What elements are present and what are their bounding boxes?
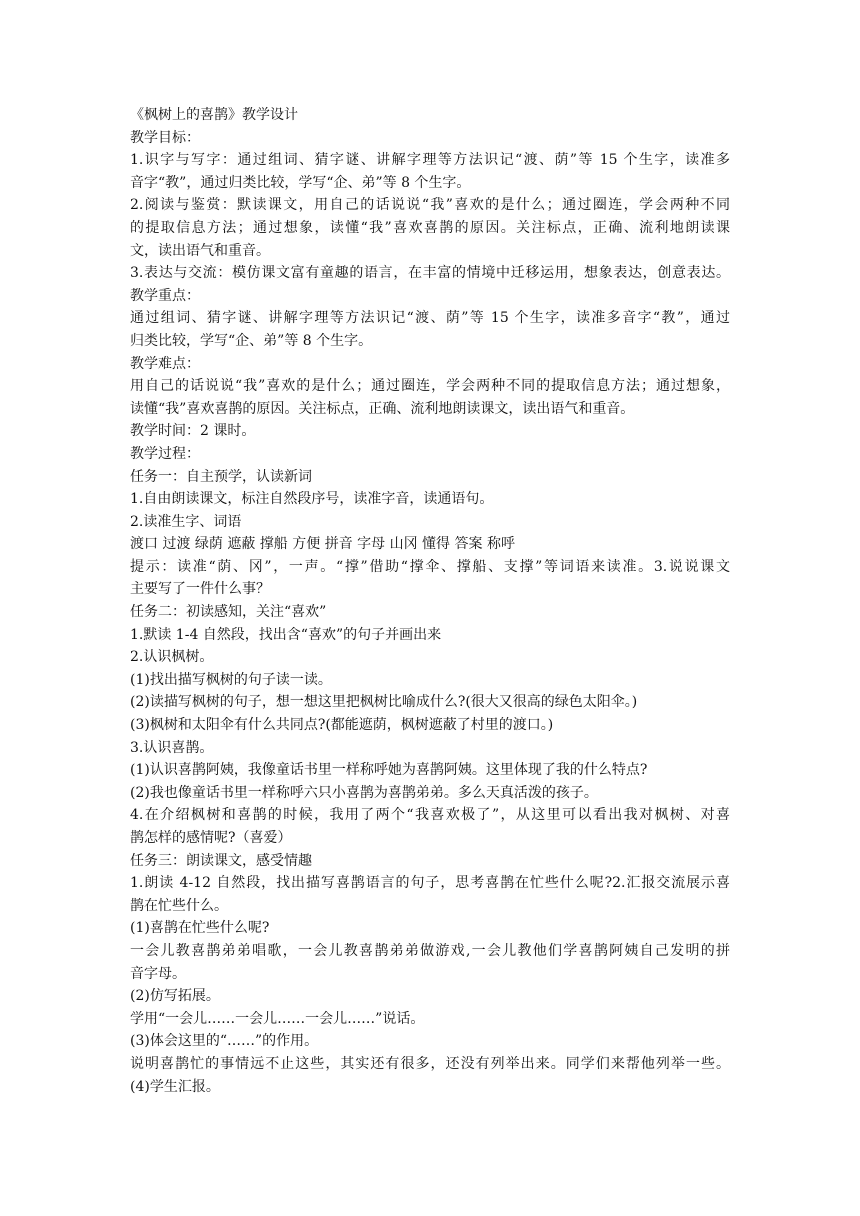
section-heading-goals: 教学目标： <box>130 129 200 146</box>
paragraph-line: 1.识字与写字：通过组词、猜字谜、讲解字理等方法识记“渡、荫”等 15 个生字，读准多 <box>130 152 730 169</box>
paragraph-line: 2.认识枫树。 <box>130 649 214 666</box>
paragraph-line: 主要写了一件什么事？ <box>130 581 270 598</box>
paragraph-line: 一会儿教喜鹊弟弟唱歌，一会儿教喜鹊弟弟做游戏,一会儿教他们学喜鹊阿姨自己发明的拼 <box>130 942 730 959</box>
paragraph-line: (2)读描写枫树的句子，想一想这里把枫树比喻成什么?(很大又很高的绿色太阳伞。) <box>130 694 638 711</box>
task-heading: 任务三：朗读课文，感受情趣 <box>130 852 312 869</box>
paragraph-line: 的提取信息方法；通过想象，读懂“我”喜欢喜鹊的原因。关注标点，正确、流利地朗读课 <box>130 219 730 236</box>
section-heading-key-points: 教学重点： <box>130 287 200 304</box>
paragraph-line: 1.自由朗读课文，标注自然段序号，读准字音，读通语句。 <box>130 491 494 508</box>
paragraph-line: (1)认识喜鹊阿姨，我像童话书里一样称呼她为喜鹊阿姨。这里体现了我的什么特点? <box>130 762 648 779</box>
paragraph-line: (2)仿写拓展。 <box>130 988 220 1005</box>
paragraph-line: 音字“教”，通过归类比较，学写“企、弟”等 8 个生字。 <box>130 174 471 191</box>
paragraph-line: (1)找出描写枫树的句子读一读。 <box>130 671 332 688</box>
paragraph-line: (1)喜鹊在忙些什么呢? <box>130 920 270 937</box>
paragraph-line: 3.认识喜鹊。 <box>130 739 214 756</box>
paragraph-line: 通过组词、猜字谜、讲解字理等方法识记“渡、荫”等 15 个生字，读准多音字“教”，通过 <box>130 310 730 327</box>
paragraph-line: 归类比较，学写“企、弟”等 8 个生字。 <box>130 332 373 349</box>
paragraph-line: (3)体会这里的“……”的作用。 <box>130 1033 319 1050</box>
paragraph-line: 文，读出语气和重音。 <box>130 242 270 259</box>
paragraph-line: 说明喜鹊忙的事情远不止这些，其实还有很多，还没有列举出来。同学们来帮他列举一些。 <box>130 1055 730 1072</box>
paragraph-line: 3.表达与交流：模仿课文富有童趣的语言，在丰富的情境中迁移运用，想象表达，创意表达。 <box>130 265 730 282</box>
paragraph-line: 鹊在忙些什么。 <box>130 897 228 914</box>
document-body <box>130 104 730 1098</box>
paragraph-line: 用自己的话说说“我”喜欢的是什么；通过圈连，学会两种不同的提取信息方法；通过想象， <box>130 378 730 395</box>
paragraph-line: 1.朗读 4-12 自然段，找出描写喜鹊语言的句子，思考喜鹊在忙些什么呢?2.汇报交流展示喜 <box>130 875 730 892</box>
paragraph-line: 2.读准生字、词语 <box>130 513 242 530</box>
paragraph-line: 2.阅读与鉴赏：默读课文，用自己的话说说“我”喜欢的是什么；通过圈连，学会两种不同 <box>130 197 730 214</box>
section-heading-difficulties: 教学难点： <box>130 355 200 372</box>
task-heading: 任务一：自主预学，认读新词 <box>130 468 312 485</box>
paragraph-line: 1.默读 1-4 自然段，找出含“喜欢”的句子并画出来 <box>130 626 442 643</box>
paragraph-line: 4.在介绍枫树和喜鹊的时候，我用了两个“我喜欢极了”，从这里可以看出我对枫树、对喜 <box>130 807 730 824</box>
teaching-time: 教学时间：2 课时。 <box>130 423 256 440</box>
paragraph-line: 鹊怎样的感情呢?（喜爱） <box>130 830 292 846</box>
section-heading-process: 教学过程： <box>130 445 200 462</box>
paragraph-line: (3)枫树和太阳伞有什么共同点?(都能遮荫，枫树遮蔽了村里的渡口。) <box>130 717 554 734</box>
paragraph-line: (4)学生汇报。 <box>130 1078 220 1095</box>
paragraph-line: 音字母。 <box>130 965 186 982</box>
task-heading: 任务二：初读感知，关注“喜欢” <box>130 604 327 621</box>
vocabulary-list: 渡口 过渡 绿荫 遮蔽 撑船 方便 拼音 字母 山冈 懂得 答案 称呼 <box>130 536 515 553</box>
paragraph-line: (2)我也像童话书里一样称呼六只小喜鹊为喜鹊弟弟。多么天真活泼的孩子。 <box>130 784 598 801</box>
paragraph-line: 提示：读准“荫、冈”，一声。“撑”借助“撑伞、撑船、支撑”等词语来读准。3.说说课文 <box>130 558 730 575</box>
document-title: 《枫树上的喜鹊》教学设计 <box>130 107 298 123</box>
paragraph-line: 学用“一会儿……一会儿……一会儿……”说话。 <box>130 1010 425 1027</box>
paragraph-line: 读懂“我”喜欢喜鹊的原因。关注标点，正确、流利地朗读课文，读出语气和重音。 <box>130 400 635 417</box>
